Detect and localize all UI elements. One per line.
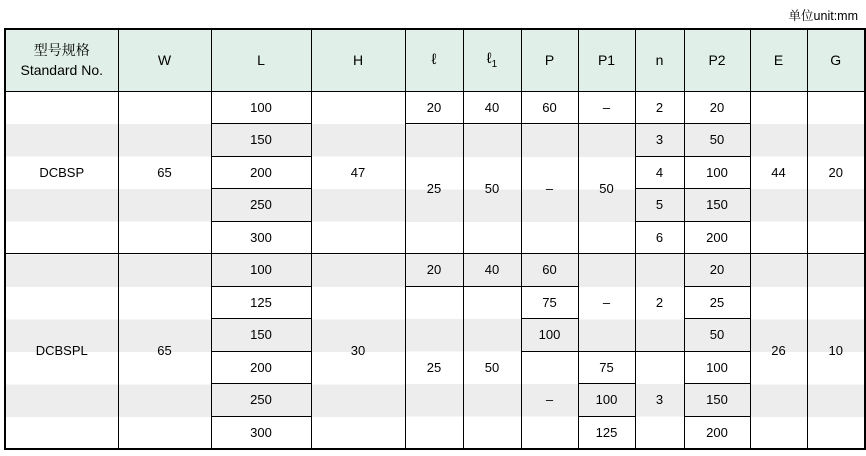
table-row — [5, 91, 865, 124]
cell-p2: 20 — [684, 254, 750, 287]
cell-n: 2 — [635, 254, 684, 352]
cell-p2: 20 — [684, 91, 750, 124]
cell-p2: 100 — [684, 156, 750, 189]
header-row — [5, 29, 865, 91]
cell-w: 65 — [118, 91, 211, 254]
cell-ell: 25 — [405, 286, 463, 449]
cell-p: – — [521, 351, 578, 449]
cell-g: 20 — [807, 91, 865, 254]
header-cell-n: n — [635, 29, 684, 91]
cell-l: 150 — [211, 319, 311, 352]
cell-l: 200 — [211, 156, 311, 189]
table-row — [5, 254, 865, 287]
cell-g: 10 — [807, 254, 865, 449]
header-cell-p: P — [521, 29, 578, 91]
cell-h: 30 — [311, 254, 405, 449]
cell-p1: – — [578, 254, 635, 352]
cell-n: 3 — [635, 351, 684, 449]
cell-p: 60 — [521, 91, 578, 124]
ell1-symbol: ℓ — [486, 50, 492, 68]
cell-ell: 25 — [405, 124, 463, 254]
cell-h: 47 — [311, 91, 405, 254]
cell-l: 250 — [211, 189, 311, 222]
header-cell-e: E — [750, 29, 807, 91]
cell-model-dcbsp: DCBSP — [5, 91, 118, 254]
cell-l: 125 — [211, 286, 311, 319]
cell-p2: 200 — [684, 416, 750, 449]
cell-p: 60 — [521, 254, 578, 287]
cell-p2: 200 — [684, 221, 750, 254]
cell-l: 100 — [211, 254, 311, 287]
cell-l: 200 — [211, 351, 311, 384]
cell-p2: 150 — [684, 384, 750, 417]
cell-p2: 100 — [684, 351, 750, 384]
header-cell-model — [5, 29, 118, 91]
cell-model-dcbspl: DCBSPL — [5, 254, 118, 449]
cell-p1: 50 — [578, 124, 635, 254]
cell-w: 65 — [118, 254, 211, 449]
cell-p1: 75 — [578, 351, 635, 384]
cell-ell: 20 — [405, 254, 463, 287]
header-model-en: Standard No. — [20, 62, 103, 79]
ell-symbol: ℓ — [431, 51, 437, 69]
cell-l: 250 — [211, 384, 311, 417]
cell-ell1: 40 — [463, 91, 521, 124]
cell-l: 150 — [211, 124, 311, 157]
cell-n: 3 — [635, 124, 684, 157]
spec-table — [4, 28, 866, 450]
header-cell-w: W — [118, 29, 211, 91]
unit-label: 单位unit:mm — [788, 9, 858, 23]
cell-l: 300 — [211, 416, 311, 449]
cell-n: 4 — [635, 156, 684, 189]
header-cell-h: H — [311, 29, 405, 91]
cell-n: 6 — [635, 221, 684, 254]
header-model-zh: 型号规格 — [33, 41, 90, 58]
header-cell-p1: P1 — [578, 29, 635, 91]
ell1-subscript: 1 — [491, 58, 498, 70]
cell-l: 300 — [211, 221, 311, 254]
cell-ell1: 40 — [463, 254, 521, 287]
cell-p: 100 — [521, 319, 578, 352]
cell-e: 26 — [750, 254, 807, 449]
header-cell-p2: P2 — [684, 29, 750, 91]
cell-p: – — [521, 124, 578, 254]
cell-p2: 50 — [684, 319, 750, 352]
cell-ell1: 50 — [463, 286, 521, 449]
cell-p1: 125 — [578, 416, 635, 449]
header-cell-g: G — [807, 29, 865, 91]
cell-n: 5 — [635, 189, 684, 222]
cell-p2: 50 — [684, 124, 750, 157]
cell-ell: 20 — [405, 91, 463, 124]
cell-p1: – — [578, 91, 635, 124]
cell-p2: 25 — [684, 286, 750, 319]
cell-p: 75 — [521, 286, 578, 319]
cell-n: 2 — [635, 91, 684, 124]
cell-l: 100 — [211, 91, 311, 124]
cell-e: 44 — [750, 91, 807, 254]
cell-p2: 150 — [684, 189, 750, 222]
header-cell-ell — [405, 29, 463, 91]
header-cell-l: L — [211, 29, 311, 91]
header-cell-ell1 — [463, 29, 521, 91]
cell-p1: 100 — [578, 384, 635, 417]
cell-ell1: 50 — [463, 124, 521, 254]
